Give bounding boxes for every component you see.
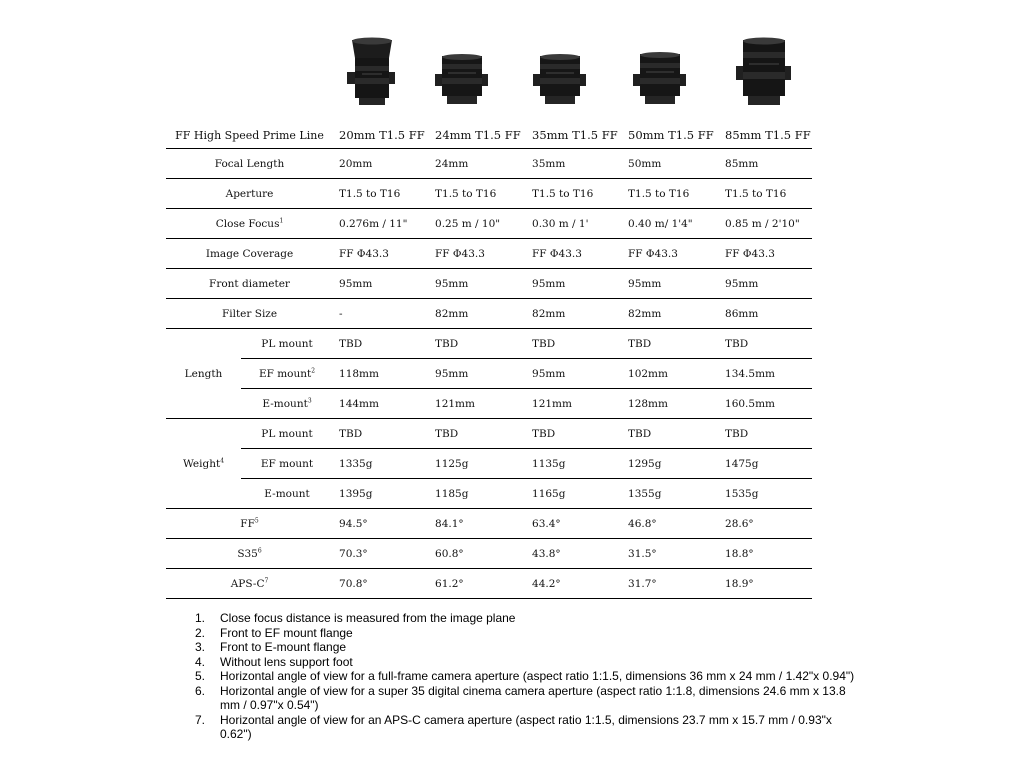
footnote-text: Horizontal angle of view for a super 35 digital cinema camera aperture (aspect ratio 1:1.8, dimensions 24.6 mm x 13.8 mm / 0.97"x 0.54")	[220, 683, 846, 712]
footnote-number: 4.	[195, 654, 206, 669]
footnote-item	[190, 640, 860, 655]
lens-photo-35mm-icon	[530, 52, 590, 108]
table-row	[166, 419, 812, 449]
table-cell: 1165g	[526, 479, 622, 509]
row-label: Front diameter	[166, 269, 333, 299]
footnote-marker: 3	[307, 397, 312, 404]
row-sublabel: EF mount	[241, 449, 333, 479]
table-cell: 0.85 m / 2'10"	[719, 209, 812, 239]
table-cell: 35mm	[526, 149, 622, 179]
table-cell: 95mm	[429, 269, 526, 299]
lens-photo-20mm-icon	[342, 36, 402, 108]
column-header: 50mm T1.5 FF	[622, 122, 719, 149]
table-cell: T1.5 to T16	[719, 179, 812, 209]
row-label: Aperture	[166, 179, 333, 209]
footnote-item	[190, 626, 860, 641]
table-cell: FF Φ43.3	[333, 239, 429, 269]
table-cell: 24mm	[429, 149, 526, 179]
table-cell: 20mm	[333, 149, 429, 179]
table-cell: 0.30 m / 1'	[526, 209, 622, 239]
table-cell: 28.6°	[719, 509, 812, 539]
table-row	[166, 179, 812, 209]
footnote-item	[190, 713, 860, 742]
table-cell: 95mm	[526, 359, 622, 389]
footnote-marker: 5	[254, 517, 259, 524]
row-group-label: Length	[166, 329, 241, 419]
table-cell: TBD	[622, 419, 719, 449]
row-label: APS-$C^7$	[166, 569, 333, 599]
table-row	[166, 479, 812, 509]
table-cell: TBD	[622, 329, 719, 359]
table-row	[166, 269, 812, 299]
table-cell: FF Φ43.3	[429, 239, 526, 269]
footnote-marker: 4	[220, 457, 225, 464]
table-cell: 84.1°	[429, 509, 526, 539]
row-sublabel: E-mount	[241, 479, 333, 509]
table-row	[166, 539, 812, 569]
table-cell: T1.5 to T16	[526, 179, 622, 209]
table-cell: 82mm	[622, 299, 719, 329]
row-label: Image Coverage	[166, 239, 333, 269]
footnote-text: Front to E-mount flange	[220, 640, 347, 654]
table-cell: 82mm	[526, 299, 622, 329]
table-cell: 1295g	[622, 449, 719, 479]
lens-spec-table	[166, 122, 812, 599]
table-row	[166, 149, 812, 179]
footnote-number: 5.	[195, 669, 206, 683]
table-cell: 121mm	[526, 389, 622, 419]
row-sublabel: PL mount	[241, 419, 333, 449]
table-cell: T1.5 to T16	[333, 179, 429, 209]
table-cell: 85mm	[719, 149, 812, 179]
footnotes-list	[190, 611, 860, 742]
table-cell: 63.4°	[526, 509, 622, 539]
footnote-number: 2.	[195, 625, 206, 640]
table-cell: 18.8°	[719, 539, 812, 569]
footnote-item	[190, 669, 860, 684]
footnote-number: 1.	[195, 611, 206, 625]
footnote-number: 6.	[195, 683, 206, 698]
table-cell: 118mm	[333, 359, 429, 389]
table-row	[166, 359, 812, 389]
table-cell: T1.5 to T16	[429, 179, 526, 209]
table-cell: TBD	[333, 329, 429, 359]
row-sublabel: EF mount$^2$	[241, 359, 333, 389]
table-cell: 61.2°	[429, 569, 526, 599]
table-cell: 1355g	[622, 479, 719, 509]
column-header: 20mm T1.5 FF	[333, 122, 429, 149]
column-header: 35mm T1.5 FF	[526, 122, 622, 149]
table-cell: 0.40 m/ 1'4"	[622, 209, 719, 239]
table-cell: 1535g	[719, 479, 812, 509]
table-cell: -	[333, 299, 429, 329]
table-title: FF High Speed Prime Line	[166, 122, 333, 149]
table-cell: TBD	[719, 329, 812, 359]
table-cell: 134.5mm	[719, 359, 812, 389]
row-label: $FF^5$	[166, 509, 333, 539]
table-cell: TBD	[719, 419, 812, 449]
footnote-number: 3.	[195, 640, 206, 654]
table-row	[166, 209, 812, 239]
table-cell: 70.8°	[333, 569, 429, 599]
table-cell: 0.276m / 11"	[333, 209, 429, 239]
footnote-text: Horizontal angle of view for a full-frame camera aperture (aspect ratio 1:1.5, dimensions 36 mm x 24 mm / 1.42"x 0.94")	[220, 669, 855, 683]
table-cell: 44.2°	[526, 569, 622, 599]
table-cell: 102mm	[622, 359, 719, 389]
table-cell: 50mm	[622, 149, 719, 179]
table-cell: 1135g	[526, 449, 622, 479]
table-row	[166, 239, 812, 269]
table-cell: FF Φ43.3	[719, 239, 812, 269]
table-cell: 31.5°	[622, 539, 719, 569]
table-cell: TBD	[429, 419, 526, 449]
row-label: Focal Length	[166, 149, 333, 179]
table-cell: 46.8°	[622, 509, 719, 539]
table-row	[166, 509, 812, 539]
row-label: Close Focus$^1$	[166, 209, 333, 239]
row-label: $S35^6$	[166, 539, 333, 569]
table-cell: 18.9°	[719, 569, 812, 599]
footnote-marker: 1	[279, 217, 284, 224]
table-cell: 95mm	[526, 269, 622, 299]
footnote-marker: 6	[257, 547, 262, 554]
footnote-marker: 2	[311, 367, 316, 374]
footnote-item	[190, 611, 860, 626]
table-cell: 1335g	[333, 449, 429, 479]
table-row	[166, 449, 812, 479]
lens-photo-50mm-icon	[630, 50, 690, 108]
table-cell: TBD	[526, 419, 622, 449]
row-label: Filter Size	[166, 299, 333, 329]
footnote-text: Close focus distance is measured from the image plane	[220, 611, 516, 625]
lens-photo-85mm-icon	[734, 36, 794, 108]
table-cell: 70.3°	[333, 539, 429, 569]
table-cell: T1.5 to T16	[622, 179, 719, 209]
table-cell: FF Φ43.3	[622, 239, 719, 269]
table-cell: TBD	[526, 329, 622, 359]
table-row	[166, 569, 812, 599]
table-cell: 160.5mm	[719, 389, 812, 419]
table-row	[166, 389, 812, 419]
table-row	[166, 329, 812, 359]
table-cell: 1125g	[429, 449, 526, 479]
table-cell: FF Φ43.3	[526, 239, 622, 269]
table-cell: 0.25 m / 10"	[429, 209, 526, 239]
table-cell: 60.8°	[429, 539, 526, 569]
row-sublabel: PL mount	[241, 329, 333, 359]
table-cell: 95mm	[333, 269, 429, 299]
table-cell: 1185g	[429, 479, 526, 509]
column-header: 85mm T1.5 FF	[719, 122, 812, 149]
table-cell: 43.8°	[526, 539, 622, 569]
footnote-number: 7.	[195, 712, 206, 727]
footnote-item	[190, 655, 860, 670]
table-row	[166, 299, 812, 329]
footnote-text: Without lens support foot	[220, 654, 353, 669]
footnote-marker: 7	[264, 577, 269, 584]
row-sublabel: E-mount$^3$	[241, 389, 333, 419]
table-cell: 1475g	[719, 449, 812, 479]
footnote-text: Front to EF mount flange	[220, 625, 353, 640]
table-cell: TBD	[429, 329, 526, 359]
table-cell: 95mm	[622, 269, 719, 299]
table-cell: TBD	[333, 419, 429, 449]
table-cell: 95mm	[719, 269, 812, 299]
table-header-row	[166, 122, 812, 149]
table-cell: 86mm	[719, 299, 812, 329]
table-cell: 144mm	[333, 389, 429, 419]
lens-photo-row	[0, 30, 1024, 108]
table-cell: 121mm	[429, 389, 526, 419]
table-cell: 1395g	[333, 479, 429, 509]
column-header: 24mm T1.5 FF	[429, 122, 526, 149]
table-cell: 94.5°	[333, 509, 429, 539]
table-cell: 95mm	[429, 359, 526, 389]
table-cell: 82mm	[429, 299, 526, 329]
row-group-label: Weight$^4$	[166, 419, 241, 509]
footnote-text: Horizontal angle of view for an APS-C camera aperture (aspect ratio 1:1.5, dimensions 23.7 mm x 15.7 mm / 0.93"x 0.62")	[220, 712, 832, 741]
footnote-item	[190, 684, 860, 713]
lens-photo-24mm-icon	[432, 52, 492, 108]
table-cell: 128mm	[622, 389, 719, 419]
table-cell: 31.7°	[622, 569, 719, 599]
